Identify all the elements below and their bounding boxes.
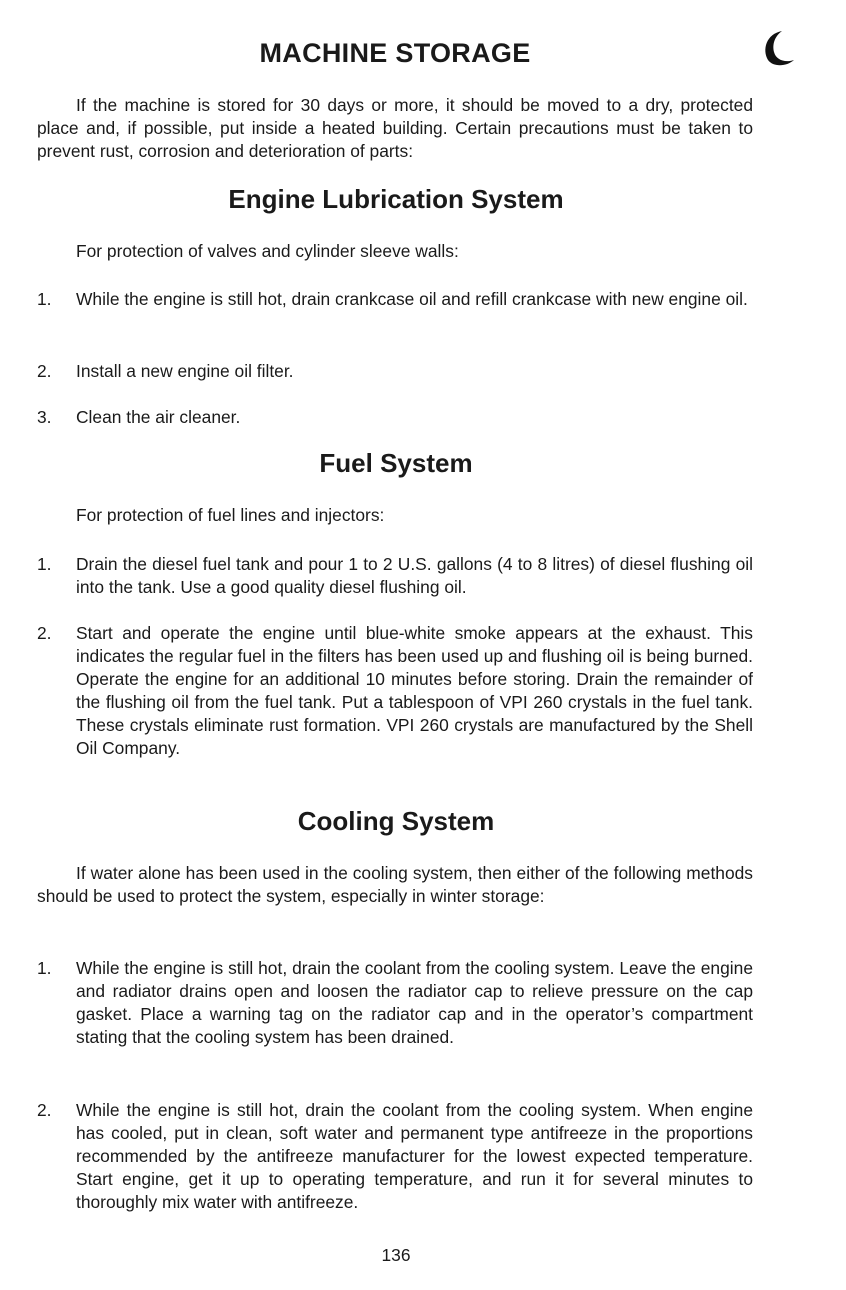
list-item-text: Drain the diesel fuel tank and pour 1 to 2 U.S. gallons (4 to 8 litres) of diesel flushing oil into the tank. Use a good quality diesel flushing oil. bbox=[76, 554, 753, 597]
list-item-number: 1. bbox=[37, 554, 52, 574]
list-item-text: While the engine is still hot, drain the coolant from the cooling system. Leave the engine and radiator drains open and loosen the radiator cap to relieve pressure on the cap gasket. Place a warning tag on the radiator cap and in the operator’s compartment stating that the cooling system has been drained. bbox=[76, 958, 753, 1047]
list-item bbox=[37, 957, 753, 1049]
section-heading-fuel-system: Fuel System bbox=[319, 448, 473, 478]
section-lead-engine-lubrication: For protection of valves and cylinder sleeve walls: bbox=[76, 241, 459, 261]
list-item bbox=[37, 406, 753, 429]
list-item bbox=[37, 1099, 753, 1214]
section-lead-cooling-system: If water alone has been used in the cooling system, then either of the following methods should be used to protect the system, especially in winter storage: bbox=[37, 863, 753, 906]
list-item-text: Clean the air cleaner. bbox=[76, 407, 241, 427]
list-item bbox=[37, 360, 753, 383]
section-heading-cooling-system: Cooling System bbox=[297, 806, 495, 836]
list-item-number: 2. bbox=[37, 623, 52, 643]
intro-paragraph: If the machine is stored for 30 days or more, it should be moved to a dry, protected place and, if possible, put inside a heated building. Certain precautions must be taken to prevent rust, corrosion and deterioration of parts: bbox=[37, 95, 753, 161]
list-item-number: 1. bbox=[37, 289, 52, 309]
page-title: MACHINE STORAGE bbox=[259, 38, 531, 68]
list-item-text: While the engine is still hot, drain crankcase oil and refill crankcase with new engine oil. bbox=[76, 289, 748, 309]
list-item-number: 3. bbox=[37, 407, 52, 427]
list-item bbox=[37, 288, 753, 311]
section-lead-fuel-system: For protection of fuel lines and injectors: bbox=[76, 505, 385, 525]
list-item bbox=[37, 553, 753, 599]
list-item-text: Install a new engine oil filter. bbox=[76, 361, 294, 381]
list-item-text: Start and operate the engine until blue-white smoke appears at the exhaust. This indicates the regular fuel in the filters has been used up and flushing oil is being burned. Operate the engine for an additional 10 minutes before storing. Drain the remainder of the flushing oil from the fuel tank. Put a tablespoon of VPI 260 crystals in the fuel tank. These crystals eliminate rust formation. VPI 260 crystals are manufactured by the Shell Oil Company. bbox=[76, 623, 753, 758]
list-item-number: 2. bbox=[37, 361, 52, 381]
section-heading-engine-lubrication: Engine Lubrication System bbox=[228, 184, 564, 214]
corner-crescent-mark bbox=[752, 26, 796, 70]
page-number: 136 bbox=[381, 1245, 411, 1265]
list-item-number: 2. bbox=[37, 1100, 52, 1120]
list-item-number: 1. bbox=[37, 958, 52, 978]
list-item-text: While the engine is still hot, drain the coolant from the cooling system. When engine has cooled, put in clean, soft water and permanent type antifreeze in the proportions recommended by the antifreeze manufacturer for the lowest expected temperature. Start engine, get it up to operating temperature, and run it for several minutes to thoroughly mix water with antifreeze. bbox=[76, 1100, 753, 1212]
list-item bbox=[37, 622, 753, 760]
